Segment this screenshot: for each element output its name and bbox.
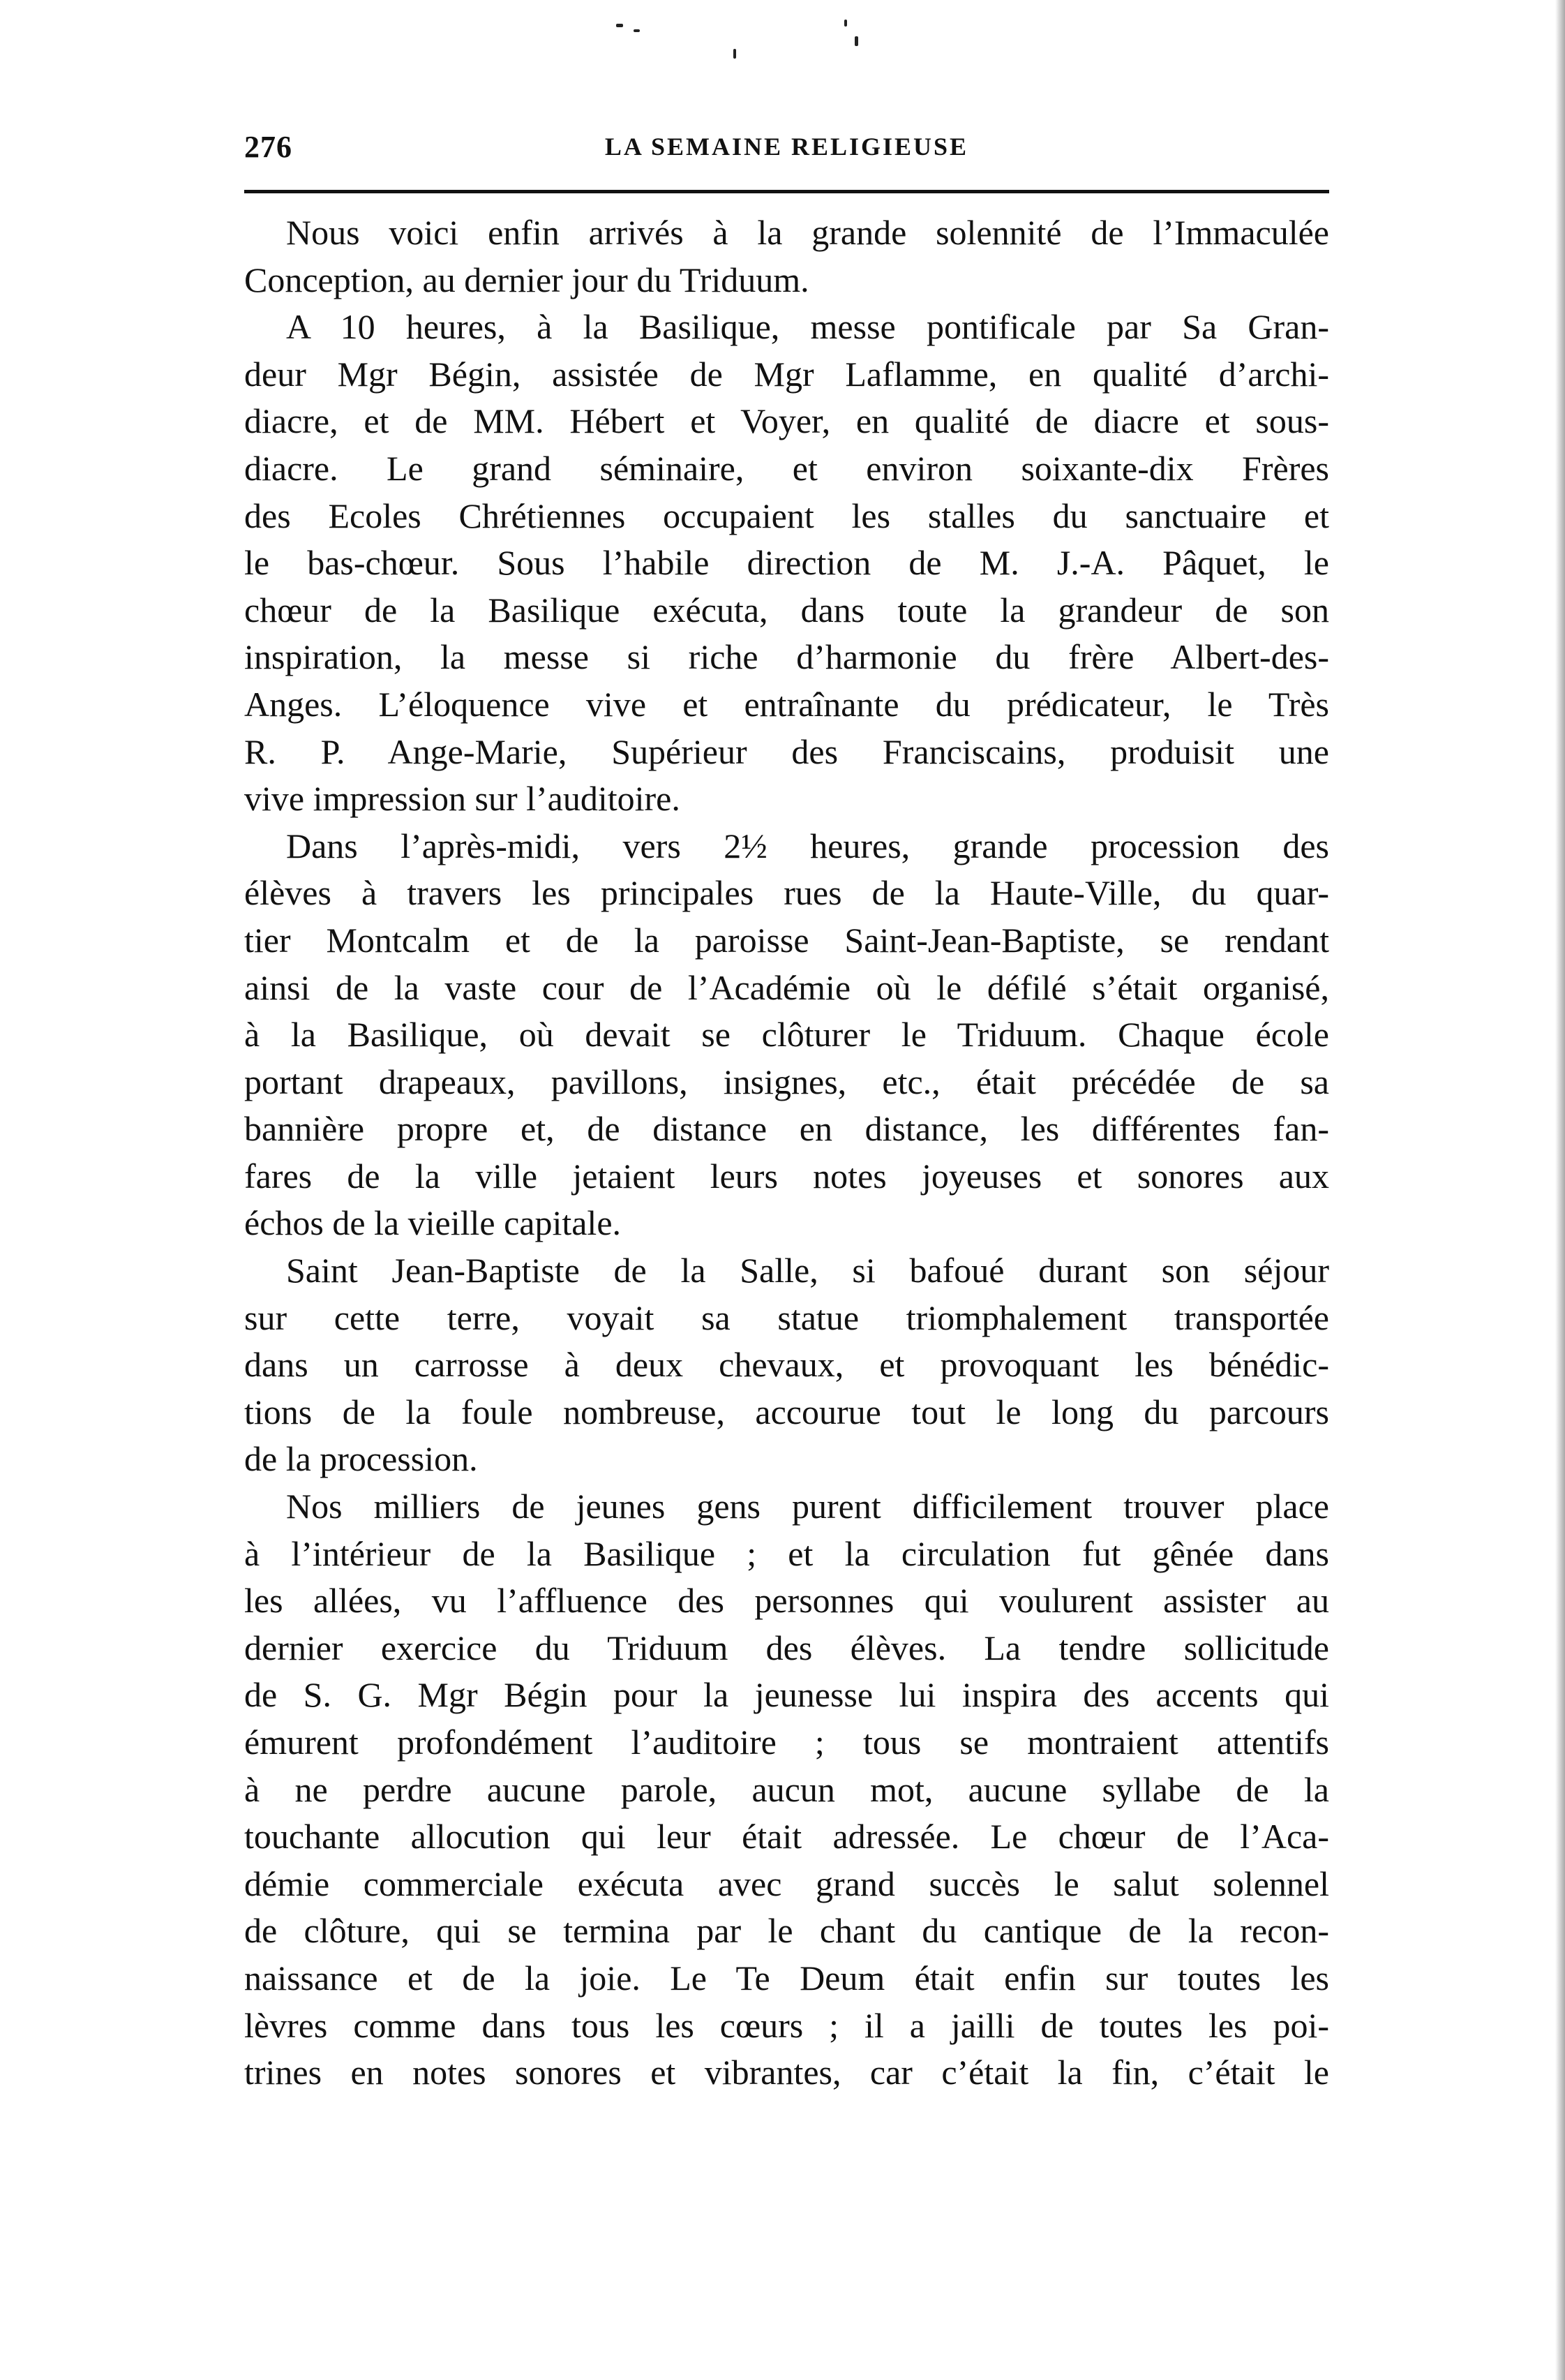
text-line: à l’intérieur de la Basilique ; et la circulation fut gênée dans [244,1533,1329,1573]
text-line: le bas-chœur. Sous l’habile direction de M. J.-A. Pâquet, le [244,543,1329,583]
text-line: portant drapeaux, pavillons, insignes, etc., était précédée de sa [244,1062,1329,1101]
scan-speck [855,36,858,46]
text-line: Dans l’après-midi, vers 2½ heures, grande procession des [286,826,1329,865]
text-line: de la procession. [244,1439,478,1479]
scan-speck [616,24,623,27]
text-line: démie commerciale exécuta avec grand succès le salut solennel [244,1864,1329,1903]
page-header [244,129,1329,185]
text-line: ainsi de la vaste cour de l’Académie où le défilé s’était organisé, [244,967,1329,1007]
scan-speck [634,29,640,32]
text-line: échos de la vieille capitale. [244,1203,622,1243]
scan-speck [844,20,847,27]
text-line: diacre. Le grand séminaire, et environ soixante-dix Frères [244,448,1329,488]
text-line: Nos milliers de jeunes gens purent difficilement trouver place [286,1487,1329,1526]
page-edge-shadow [1555,0,1565,2380]
text-line: vive impression sur l’auditoire. [244,779,680,819]
text-line: fares de la ville jetaient leurs notes joyeuses et sonores aux [244,1156,1329,1196]
text-line: lèvres comme dans tous les cœurs ; il a jailli de toutes les poi- [244,2005,1329,2045]
text-line: les allées, vu l’affluence des personnes qui voulurent assister au [244,1581,1329,1621]
running-head: LA SEMAINE RELIGIEUSE [604,133,969,161]
text-line: de S. G. Mgr Bégin pour la jeunesse lui inspira des accents qui [244,1675,1329,1715]
text-line: bannière propre et, de distance en distance, les différentes fan- [244,1109,1329,1149]
text-line: dans un carrosse à deux chevaux, et provoquant les bénédic- [244,1345,1329,1385]
text-line: touchante allocution qui leur était adressée. Le chœur de l’Aca- [244,1817,1329,1857]
text-line: inspiration, la messe si riche d’harmonie du frère Albert-des- [244,637,1329,677]
text-line: naissance et de la joie. Le Te Deum était enfin sur toutes les [244,1958,1329,1998]
text-line: élèves à travers les principales rues de la Haute-Ville, du quar- [244,873,1329,913]
text-line: tions de la foule nombreuse, accourue tout le long du parcours [244,1392,1329,1431]
text-line: sur cette terre, voyait sa statue triomphalement transportée [244,1297,1329,1337]
page-number: 276 [244,130,292,164]
text-line: R. P. Ange-Marie, Supérieur des Franciscains, produisit une [244,731,1329,771]
text-line: à la Basilique, où devait se clôturer le Triduum. Chaque école [244,1015,1329,1055]
text-line: Conception, au dernier jour du Triduum. [244,260,809,299]
scan-speck [733,49,736,59]
text-line: de clôture, qui se termina par le chant du cantique de la recon- [244,1911,1329,1951]
text-line: Saint Jean-Baptiste de la Salle, si bafoué durant son séjour [286,1251,1329,1291]
body-text [244,209,1329,2097]
text-line: Anges. L’éloquence vive et entraînante du prédicateur, le Très [244,684,1329,724]
text-line: dernier exercice du Triduum des élèves. La tendre sollicitude [244,1628,1329,1667]
text-line: chœur de la Basilique exécuta, dans toute la grandeur de son [244,590,1329,630]
text-line: A 10 heures, à la Basilique, messe pontificale par Sa Gran- [286,307,1329,347]
text-line: trines en notes sonores et vibrantes, car c’était la fin, c’était le [244,2053,1329,2092]
text-line: Nous voici enfin arrivés à la grande solennité de l’Immaculée [286,213,1329,252]
text-line: à ne perdre aucune parole, aucun mot, aucune syllabe de la [244,1769,1329,1809]
text-line: émurent profondément l’auditoire ; tous se montraient attentifs [244,1723,1329,1762]
text-line: tier Montcalm et de la paroisse Saint-Jean-Baptiste, se rendant [244,920,1329,960]
text-line: deur Mgr Bégin, assistée de Mgr Laflamme, en qualité d’archi- [244,354,1329,394]
text-line: diacre, et de MM. Hébert et Voyer, en qualité de diacre et sous- [244,401,1329,441]
text-line: des Ecoles Chrétiennes occupaient les stalles du sanctuaire et [244,496,1329,535]
header-rule [244,190,1329,193]
